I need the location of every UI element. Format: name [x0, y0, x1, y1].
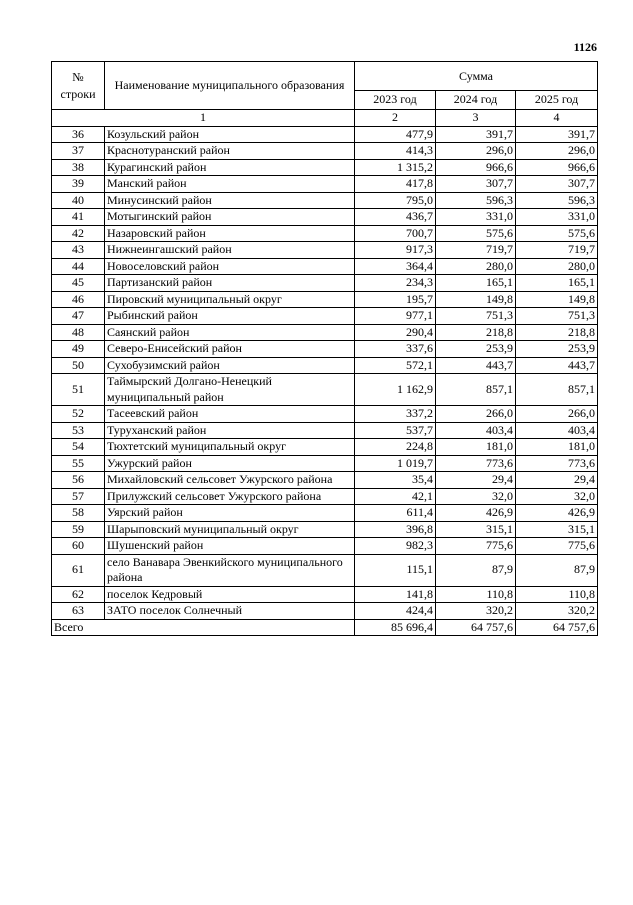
- value-2025-cell: 32,0: [516, 488, 598, 505]
- value-2023-cell: 396,8: [355, 521, 436, 538]
- value-2023-cell: 982,3: [355, 538, 436, 555]
- budget-table: [51, 61, 598, 636]
- value-2024-cell: 426,9: [436, 505, 516, 522]
- column-index-3: 3: [436, 110, 516, 127]
- value-2023-cell: 364,4: [355, 258, 436, 275]
- row-number-cell: 38: [52, 159, 105, 176]
- value-2023-cell: 572,1: [355, 357, 436, 374]
- value-2024-cell: 331,0: [436, 209, 516, 226]
- municipality-name-cell: Тасеевский район: [105, 406, 355, 423]
- table-row: [52, 586, 598, 603]
- value-2025-cell: 110,8: [516, 586, 598, 603]
- row-number-cell: 52: [52, 406, 105, 423]
- table-row: [52, 439, 598, 456]
- municipality-name-cell: Краснотуранский район: [105, 143, 355, 160]
- row-number-cell: 45: [52, 275, 105, 292]
- municipality-name-cell: Тюхтетский муниципальный округ: [105, 439, 355, 456]
- row-number-cell: 49: [52, 341, 105, 358]
- municipality-name-cell: Шушенский район: [105, 538, 355, 555]
- row-number-cell: 58: [52, 505, 105, 522]
- value-2023-cell: 1 315,2: [355, 159, 436, 176]
- column-index-4: 4: [516, 110, 598, 127]
- value-2023-cell: 424,4: [355, 603, 436, 620]
- value-2023-cell: 537,7: [355, 422, 436, 439]
- value-2025-cell: 296,0: [516, 143, 598, 160]
- table-row: [52, 209, 598, 226]
- row-number-cell: 41: [52, 209, 105, 226]
- value-2023-cell: 1 162,9: [355, 374, 436, 406]
- municipality-name-cell: Нижнеингашский район: [105, 242, 355, 259]
- value-2025-cell: 165,1: [516, 275, 598, 292]
- municipality-name-cell: село Ванавара Эвенкийского муниципального района: [105, 554, 355, 586]
- row-number-cell: 61: [52, 554, 105, 586]
- value-2023-cell: 417,8: [355, 176, 436, 193]
- value-2025-cell: 775,6: [516, 538, 598, 555]
- value-2025-cell: 320,2: [516, 603, 598, 620]
- table-row: [52, 554, 598, 586]
- table-row: [52, 341, 598, 358]
- row-number-cell: 43: [52, 242, 105, 259]
- header-municipality-name: Наименование муниципального образования: [105, 62, 355, 110]
- value-2025-cell: 391,7: [516, 126, 598, 143]
- value-2025-cell: 426,9: [516, 505, 598, 522]
- value-2023-cell: 611,4: [355, 505, 436, 522]
- table-row: [52, 275, 598, 292]
- row-number-cell: 47: [52, 308, 105, 325]
- municipality-name-cell: Прилужский сельсовет Ужурского района: [105, 488, 355, 505]
- row-number-cell: 53: [52, 422, 105, 439]
- value-2025-cell: 181,0: [516, 439, 598, 456]
- value-2024-cell: 280,0: [436, 258, 516, 275]
- value-2025-cell: 857,1: [516, 374, 598, 406]
- municipality-name-cell: Ужурский район: [105, 455, 355, 472]
- value-2023-cell: 35,4: [355, 472, 436, 489]
- table-row: [52, 538, 598, 555]
- table-row: [52, 126, 598, 143]
- value-2023-cell: 115,1: [355, 554, 436, 586]
- value-2024-cell: 575,6: [436, 225, 516, 242]
- value-2023-cell: 436,7: [355, 209, 436, 226]
- value-2023-cell: 977,1: [355, 308, 436, 325]
- value-2025-cell: 280,0: [516, 258, 598, 275]
- page-number: 1126: [573, 40, 597, 54]
- value-2024-cell: 110,8: [436, 586, 516, 603]
- value-2025-cell: 253,9: [516, 341, 598, 358]
- row-number-cell: 50: [52, 357, 105, 374]
- row-number-cell: 40: [52, 192, 105, 209]
- value-2025-cell: 149,8: [516, 291, 598, 308]
- municipality-name-cell: Шарыповский муниципальный округ: [105, 521, 355, 538]
- total-2023: 85 696,4: [355, 619, 436, 636]
- table-header: [52, 62, 598, 127]
- table-row: [52, 521, 598, 538]
- row-number-cell: 37: [52, 143, 105, 160]
- value-2023-cell: 414,3: [355, 143, 436, 160]
- value-2024-cell: 775,6: [436, 538, 516, 555]
- value-2023-cell: 1 019,7: [355, 455, 436, 472]
- row-number-cell: 56: [52, 472, 105, 489]
- column-index-1: 1: [52, 110, 355, 127]
- value-2025-cell: 443,7: [516, 357, 598, 374]
- row-number-cell: 44: [52, 258, 105, 275]
- value-2025-cell: 596,3: [516, 192, 598, 209]
- value-2025-cell: 266,0: [516, 406, 598, 423]
- value-2025-cell: 719,7: [516, 242, 598, 259]
- table-row: [52, 374, 598, 406]
- value-2023-cell: 700,7: [355, 225, 436, 242]
- table-row: [52, 472, 598, 489]
- value-2023-cell: 42,1: [355, 488, 436, 505]
- value-2025-cell: 331,0: [516, 209, 598, 226]
- header-year-2025: 2025 год: [516, 91, 598, 110]
- value-2025-cell: 966,6: [516, 159, 598, 176]
- municipality-name-cell: Таймырский Долгано-Ненецкий муниципальный район: [105, 374, 355, 406]
- table-row: [52, 406, 598, 423]
- value-2024-cell: 596,3: [436, 192, 516, 209]
- municipality-name-cell: Саянский район: [105, 324, 355, 341]
- table-row: [52, 225, 598, 242]
- value-2025-cell: 403,4: [516, 422, 598, 439]
- total-label: Всего: [52, 619, 355, 636]
- row-number-cell: 63: [52, 603, 105, 620]
- municipality-name-cell: Мотыгинский район: [105, 209, 355, 226]
- value-2023-cell: 917,3: [355, 242, 436, 259]
- table-row: [52, 291, 598, 308]
- row-number-cell: 42: [52, 225, 105, 242]
- value-2024-cell: 307,7: [436, 176, 516, 193]
- municipality-name-cell: Козульский район: [105, 126, 355, 143]
- table-row: [52, 488, 598, 505]
- row-number-cell: 36: [52, 126, 105, 143]
- municipality-name-cell: Туруханский район: [105, 422, 355, 439]
- value-2024-cell: 181,0: [436, 439, 516, 456]
- table-row: [52, 258, 598, 275]
- municipality-name-cell: Рыбинский район: [105, 308, 355, 325]
- value-2024-cell: 253,9: [436, 341, 516, 358]
- municipality-name-cell: Северо-Енисейский район: [105, 341, 355, 358]
- value-2023-cell: 195,7: [355, 291, 436, 308]
- value-2024-cell: 751,3: [436, 308, 516, 325]
- value-2024-cell: 218,8: [436, 324, 516, 341]
- value-2025-cell: 315,1: [516, 521, 598, 538]
- municipality-name-cell: Пировский муниципальный округ: [105, 291, 355, 308]
- municipality-name-cell: Сухобузимский район: [105, 357, 355, 374]
- value-2023-cell: 477,9: [355, 126, 436, 143]
- total-row: [52, 619, 598, 636]
- row-number-cell: 46: [52, 291, 105, 308]
- value-2024-cell: 32,0: [436, 488, 516, 505]
- value-2025-cell: 218,8: [516, 324, 598, 341]
- total-2024: 64 757,6: [436, 619, 516, 636]
- value-2024-cell: 443,7: [436, 357, 516, 374]
- table-row: [52, 505, 598, 522]
- table-row: [52, 159, 598, 176]
- value-2025-cell: 751,3: [516, 308, 598, 325]
- column-index-2: 2: [355, 110, 436, 127]
- municipality-name-cell: Уярский район: [105, 505, 355, 522]
- value-2024-cell: 29,4: [436, 472, 516, 489]
- municipality-name-cell: поселок Кедровый: [105, 586, 355, 603]
- table-row: [52, 308, 598, 325]
- value-2024-cell: 320,2: [436, 603, 516, 620]
- value-2024-cell: 296,0: [436, 143, 516, 160]
- value-2023-cell: 234,3: [355, 275, 436, 292]
- value-2025-cell: 29,4: [516, 472, 598, 489]
- value-2024-cell: 391,7: [436, 126, 516, 143]
- row-number-cell: 48: [52, 324, 105, 341]
- value-2024-cell: 165,1: [436, 275, 516, 292]
- value-2024-cell: 966,6: [436, 159, 516, 176]
- municipality-name-cell: Новоселовский район: [105, 258, 355, 275]
- municipality-name-cell: Партизанский район: [105, 275, 355, 292]
- value-2025-cell: 87,9: [516, 554, 598, 586]
- header-sum: Сумма: [355, 62, 598, 91]
- row-number-cell: 55: [52, 455, 105, 472]
- value-2023-cell: 795,0: [355, 192, 436, 209]
- table-row: [52, 242, 598, 259]
- value-2023-cell: 290,4: [355, 324, 436, 341]
- value-2025-cell: 773,6: [516, 455, 598, 472]
- municipality-name-cell: Курагинский район: [105, 159, 355, 176]
- row-number-cell: 62: [52, 586, 105, 603]
- value-2023-cell: 224,8: [355, 439, 436, 456]
- table-row: [52, 455, 598, 472]
- value-2024-cell: 773,6: [436, 455, 516, 472]
- row-number-cell: 51: [52, 374, 105, 406]
- row-number-cell: 57: [52, 488, 105, 505]
- municipality-name-cell: Назаровский район: [105, 225, 355, 242]
- value-2024-cell: 315,1: [436, 521, 516, 538]
- table-row: [52, 357, 598, 374]
- row-number-cell: 59: [52, 521, 105, 538]
- table-row: [52, 422, 598, 439]
- value-2023-cell: 337,6: [355, 341, 436, 358]
- table-row: [52, 143, 598, 160]
- table-row: [52, 192, 598, 209]
- header-year-2023: 2023 год: [355, 91, 436, 110]
- row-number-cell: 60: [52, 538, 105, 555]
- municipality-name-cell: ЗАТО поселок Солнечный: [105, 603, 355, 620]
- municipality-name-cell: Минусинский район: [105, 192, 355, 209]
- total-2025: 64 757,6: [516, 619, 598, 636]
- municipality-name-cell: Манский район: [105, 176, 355, 193]
- header-year-2024: 2024 год: [436, 91, 516, 110]
- table-row: [52, 176, 598, 193]
- value-2024-cell: 719,7: [436, 242, 516, 259]
- value-2025-cell: 575,6: [516, 225, 598, 242]
- value-2024-cell: 266,0: [436, 406, 516, 423]
- header-row-number: № строки: [52, 62, 105, 110]
- value-2023-cell: 337,2: [355, 406, 436, 423]
- value-2024-cell: 149,8: [436, 291, 516, 308]
- row-number-cell: 54: [52, 439, 105, 456]
- municipality-name-cell: Михайловский сельсовет Ужурского района: [105, 472, 355, 489]
- table-row: [52, 324, 598, 341]
- value-2024-cell: 403,4: [436, 422, 516, 439]
- table-body: [52, 126, 598, 619]
- value-2025-cell: 307,7: [516, 176, 598, 193]
- row-number-cell: 39: [52, 176, 105, 193]
- table-row: [52, 603, 598, 620]
- value-2023-cell: 141,8: [355, 586, 436, 603]
- value-2024-cell: 857,1: [436, 374, 516, 406]
- value-2024-cell: 87,9: [436, 554, 516, 586]
